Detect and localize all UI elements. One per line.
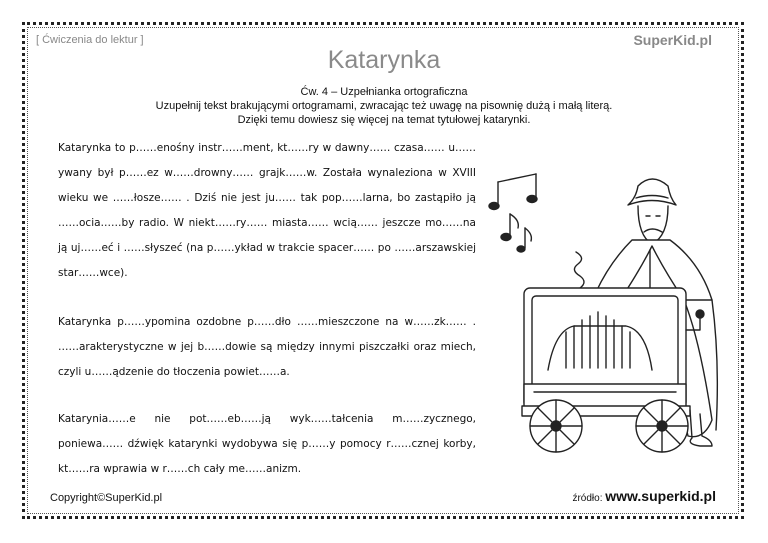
paragraph-2: Katarynka p……ypomina ozdobne p……dło ……mieszczone na w……zk…… . ……arakterystyczne w jej b……dowie są między innymi piszczałki oraz miech, czyli u……ądzenie do tłoczenia powiet……a. (58, 316, 476, 378)
copyright-text: Copyright©SuperKid.pl (50, 492, 163, 504)
source-url[interactable]: www.superkid.pl (605, 488, 716, 504)
source-label: źródło: (572, 493, 603, 504)
music-notes-icon (489, 174, 584, 288)
paragraph-3: Katarynia……e nie pot……eb……ją wyk……tałcenia m……zycznego, poniewa…… dźwięk katarynki wydobywa się p……y pomocy r……cznej korby, kt……ra wprawia w r……ch cały me……anizm. (58, 413, 476, 475)
series-label: [ Ćwiczenia do lektur ] (36, 34, 144, 46)
brand-logo: SuperKid.pl (633, 32, 712, 48)
page-title: Katarynka (327, 46, 441, 74)
paragraph-1: Katarynka to p……enośny instr……ment, kt……ry w dawny…… czasa…… u……ywany był p……ez w……drowny…… grajk……w. Została wynaleziona w XVIII wieku we ……łosze…… . Dziś nie jest ju…… tak pop……larna, bo zastąpiło ją ……ocia……by radio. W niekt……ry…… miasta…… wcią…… jeszcze mo……na ją uj……eć i ……słyszeć (na p……ykład w trakcie spacer…… po ……arszawskiej star……wce). (58, 142, 476, 279)
exercise-instruction: Uzupełnij tekst brakującymi ortogramami, zwracając też uwagę na pisownię dużą i małą literą. (155, 100, 613, 112)
exercise-name: Ćw. 4 – Uzpełnianka ortograficzna (300, 86, 468, 98)
exercise-instruction-2: Dzięki temu dowiesz się więcej na temat tytułowej katarynki. (237, 114, 531, 126)
